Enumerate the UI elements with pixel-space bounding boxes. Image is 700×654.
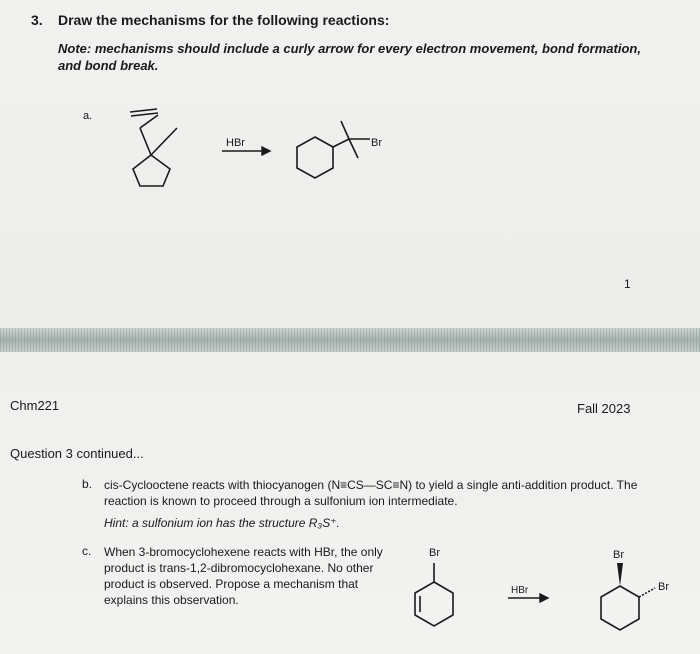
part-a-product-structure [297, 121, 370, 178]
part-c-reactant-structure [415, 563, 453, 626]
part-c-product-br-2: Br [658, 581, 669, 593]
part-b-hint: Hint: a sulfonium ion has the structure R₃S⁺. [104, 516, 340, 530]
continued-heading: Question 3 continued... [10, 446, 144, 461]
part-a-reagent: HBr [226, 137, 245, 149]
part-c-wedge-bond [617, 563, 623, 586]
part-c-reactant-br: Br [429, 547, 440, 559]
part-a-product-br: Br [371, 137, 382, 149]
part-a-reactant-structure [130, 109, 177, 186]
part-c-text: When 3-bromocyclohexene reacts with HBr, the only product is trans-1,2-dibromocyclohexane. No other product is observed. Propose a mechanism that explains this observation. [104, 545, 383, 607]
part-c-reagent: HBr [511, 585, 529, 596]
part-a-label: a. [83, 110, 93, 122]
part-b-text: cis-Cyclooctene reacts with thiocyanogen (N≡CS—SC≡N) to yield a single anti-addition product. The reaction is known to proceed through a sulfonium ion intermediate. [104, 478, 638, 508]
page-number: 1 [624, 277, 631, 291]
term: Fall 2023 [577, 401, 631, 416]
part-b-label: b. [82, 477, 93, 491]
question-title: Draw the mechanisms for the following reactions: [58, 12, 390, 28]
question-number: 3. [31, 12, 43, 28]
part-c-label: c. [82, 544, 92, 558]
course-code: Chm221 [10, 398, 60, 413]
question-note: Note: mechanisms should include a curly arrow for every electron movement, bond formation, and bond break. [58, 41, 641, 73]
part-c-product-br-1: Br [613, 549, 624, 561]
part-c-product-structure [601, 586, 655, 630]
